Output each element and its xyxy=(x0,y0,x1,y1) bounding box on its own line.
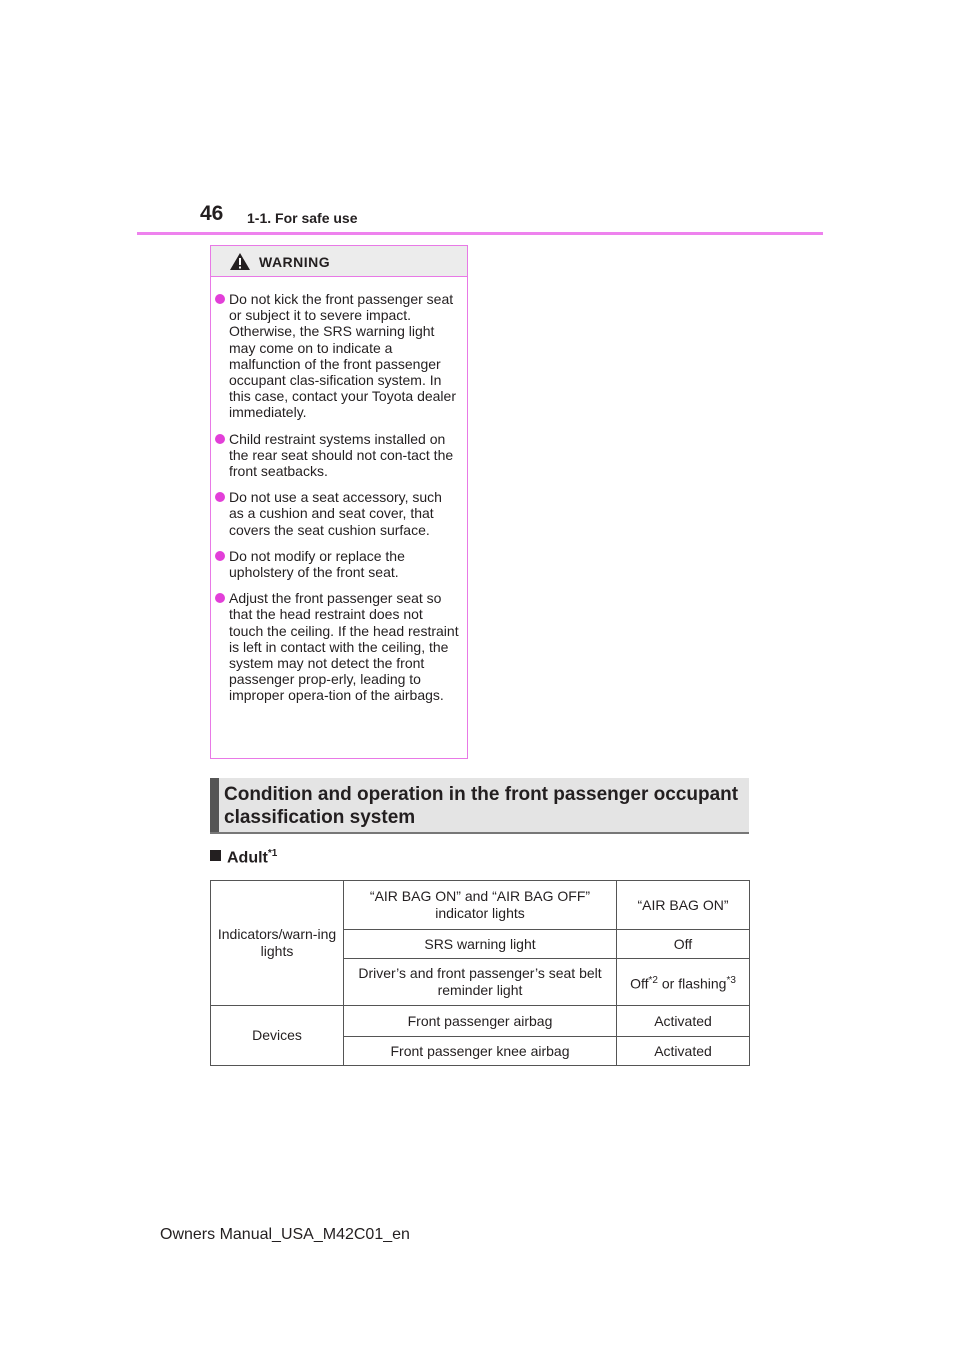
row-value: Activated xyxy=(617,1006,750,1037)
warning-item-text: Do not modify or replace the upholstery of the front seat. xyxy=(229,547,405,581)
value-off: Off xyxy=(630,975,649,992)
row-value: “AIR BAG ON” xyxy=(617,881,750,930)
bullet-icon xyxy=(215,593,225,603)
devices-category: Devices xyxy=(211,1006,344,1066)
table-row xyxy=(211,881,750,930)
footnote-ref: *1 xyxy=(267,848,278,859)
page-footer: Owners Manual_USA_M42C01_en xyxy=(160,1226,410,1243)
row-item: Front passenger airbag xyxy=(344,1006,617,1037)
row-value xyxy=(617,959,750,1006)
warning-item xyxy=(213,431,459,480)
square-bullet-icon xyxy=(210,850,221,861)
condition-heading-box xyxy=(210,778,749,834)
value-or: or flashing xyxy=(657,975,727,992)
warning-item xyxy=(213,548,459,580)
section-title: 1-1. For safe use xyxy=(247,210,358,226)
row-value: Activated xyxy=(617,1037,750,1066)
bullet-icon xyxy=(215,434,225,444)
warning-item-text: Child restraint systems installed on the rear seat should not con-tact the front seatbacks. xyxy=(229,430,454,480)
bullet-icon xyxy=(215,294,225,304)
adult-subheading xyxy=(210,848,277,867)
condition-heading: Condition and operation in the front passenger occupant classification system xyxy=(224,784,739,828)
warning-triangle-icon xyxy=(229,252,251,271)
adult-label: Adult xyxy=(227,849,268,867)
row-item: “AIR BAG ON” and “AIR BAG OFF” indicator lights xyxy=(344,881,617,930)
row-value: Off xyxy=(617,930,750,959)
page-number: 46 xyxy=(200,202,224,225)
heading-accent-bar xyxy=(210,778,219,832)
page-header xyxy=(0,0,960,240)
bullet-icon xyxy=(215,551,225,561)
footnote-ref: *3 xyxy=(726,974,736,986)
adult-status-table xyxy=(210,880,750,1066)
row-item: Driver’s and front passenger’s seat belt reminder light xyxy=(344,959,617,1006)
header-rule xyxy=(137,232,823,235)
row-item: Front passenger knee airbag xyxy=(344,1037,617,1066)
warning-box xyxy=(210,245,468,759)
warning-item-text: Do not kick the front passenger seat or subject it to severe impact. Otherwise, the SRS warning light may come on to indicate a malfunction of the front passenger occupant clas-sification system. In this case, contact your Toyota dealer immediately. xyxy=(229,291,456,421)
indicators-category: Indicators/warn-ing lights xyxy=(211,881,344,1006)
warning-item xyxy=(213,590,459,703)
bullet-icon xyxy=(215,492,225,502)
warning-body xyxy=(211,277,467,704)
warning-item-text: Adjust the front passenger seat so that the head restraint does not touch the ceiling. If the head restraint is left in contact with the ceiling, the system may not detect the front passenger prop-erly, leading to improper opera-tion of the airbags. xyxy=(229,590,459,704)
footnote-ref: *2 xyxy=(648,974,658,986)
warning-item xyxy=(213,291,459,421)
row-item: SRS warning light xyxy=(344,930,617,959)
warning-item xyxy=(213,489,459,538)
warning-header xyxy=(211,246,467,277)
table-row xyxy=(211,1006,750,1037)
warning-title: WARNING xyxy=(259,254,331,270)
warning-item-text: Do not use a seat accessory, such as a cushion and seat cover, that covers the seat cushion surface. xyxy=(229,489,442,538)
